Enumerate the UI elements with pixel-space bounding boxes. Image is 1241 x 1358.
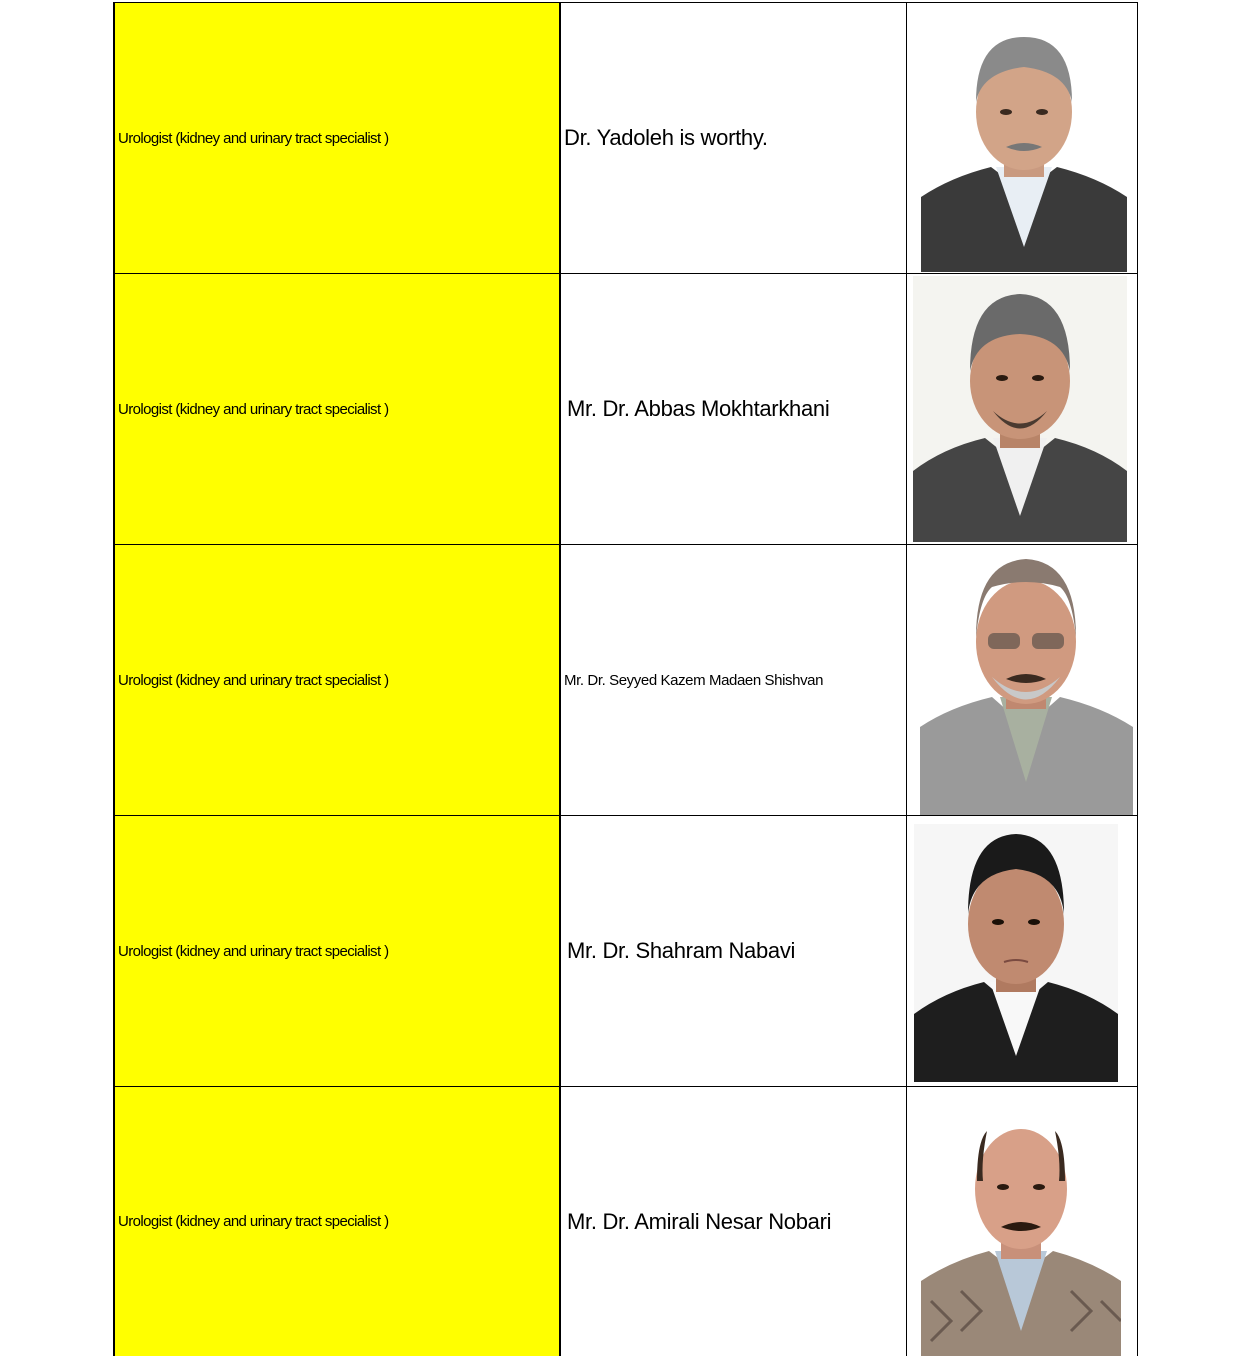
doctor-name: Dr. Yadoleh is worthy. — [564, 125, 768, 150]
doctor-photo — [921, 17, 1127, 272]
name-cell — [561, 274, 907, 544]
doctor-name: Mr. Dr. Amirali Nesar Nobari — [567, 1208, 832, 1234]
doctor-photo — [913, 276, 1127, 542]
photo-cell — [907, 3, 1133, 273]
specialty-label: Urologist (kidney and urinary tract specialist ) — [118, 129, 389, 147]
specialty-cell — [115, 816, 561, 1086]
specialty-cell — [115, 1087, 561, 1356]
table-row — [115, 3, 1137, 274]
photo-cell — [907, 274, 1133, 544]
name-cell — [561, 545, 907, 815]
doctor-photo — [914, 824, 1118, 1082]
doctor-name: Mr. Dr. Shahram Nabavi — [567, 938, 796, 963]
doctors-table — [113, 2, 1138, 1356]
doctor-photo — [920, 547, 1133, 815]
specialty-cell — [115, 3, 561, 273]
specialty-cell — [115, 545, 561, 815]
photo-cell — [907, 1087, 1133, 1356]
table-row — [115, 816, 1137, 1087]
photo-cell — [907, 816, 1133, 1086]
table-row — [115, 274, 1137, 545]
specialty-label: Urologist (kidney and urinary tract specialist ) — [118, 942, 389, 960]
name-cell — [561, 816, 907, 1086]
specialty-label: Urologist (kidney and urinary tract specialist ) — [118, 400, 389, 418]
doctor-photo — [921, 1101, 1121, 1356]
specialty-cell — [115, 274, 561, 544]
name-cell — [561, 3, 907, 273]
specialty-label: Urologist (kidney and urinary tract specialist ) — [118, 671, 389, 689]
photo-cell — [907, 545, 1133, 815]
table-row — [115, 545, 1137, 816]
name-cell — [561, 1087, 907, 1356]
doctor-name: Mr. Dr. Seyyed Kazem Madaen Shishvan — [564, 671, 824, 689]
table-row — [115, 1087, 1137, 1356]
doctor-name: Mr. Dr. Abbas Mokhtarkhani — [567, 396, 830, 421]
specialty-label: Urologist (kidney and urinary tract specialist ) — [118, 1213, 389, 1230]
